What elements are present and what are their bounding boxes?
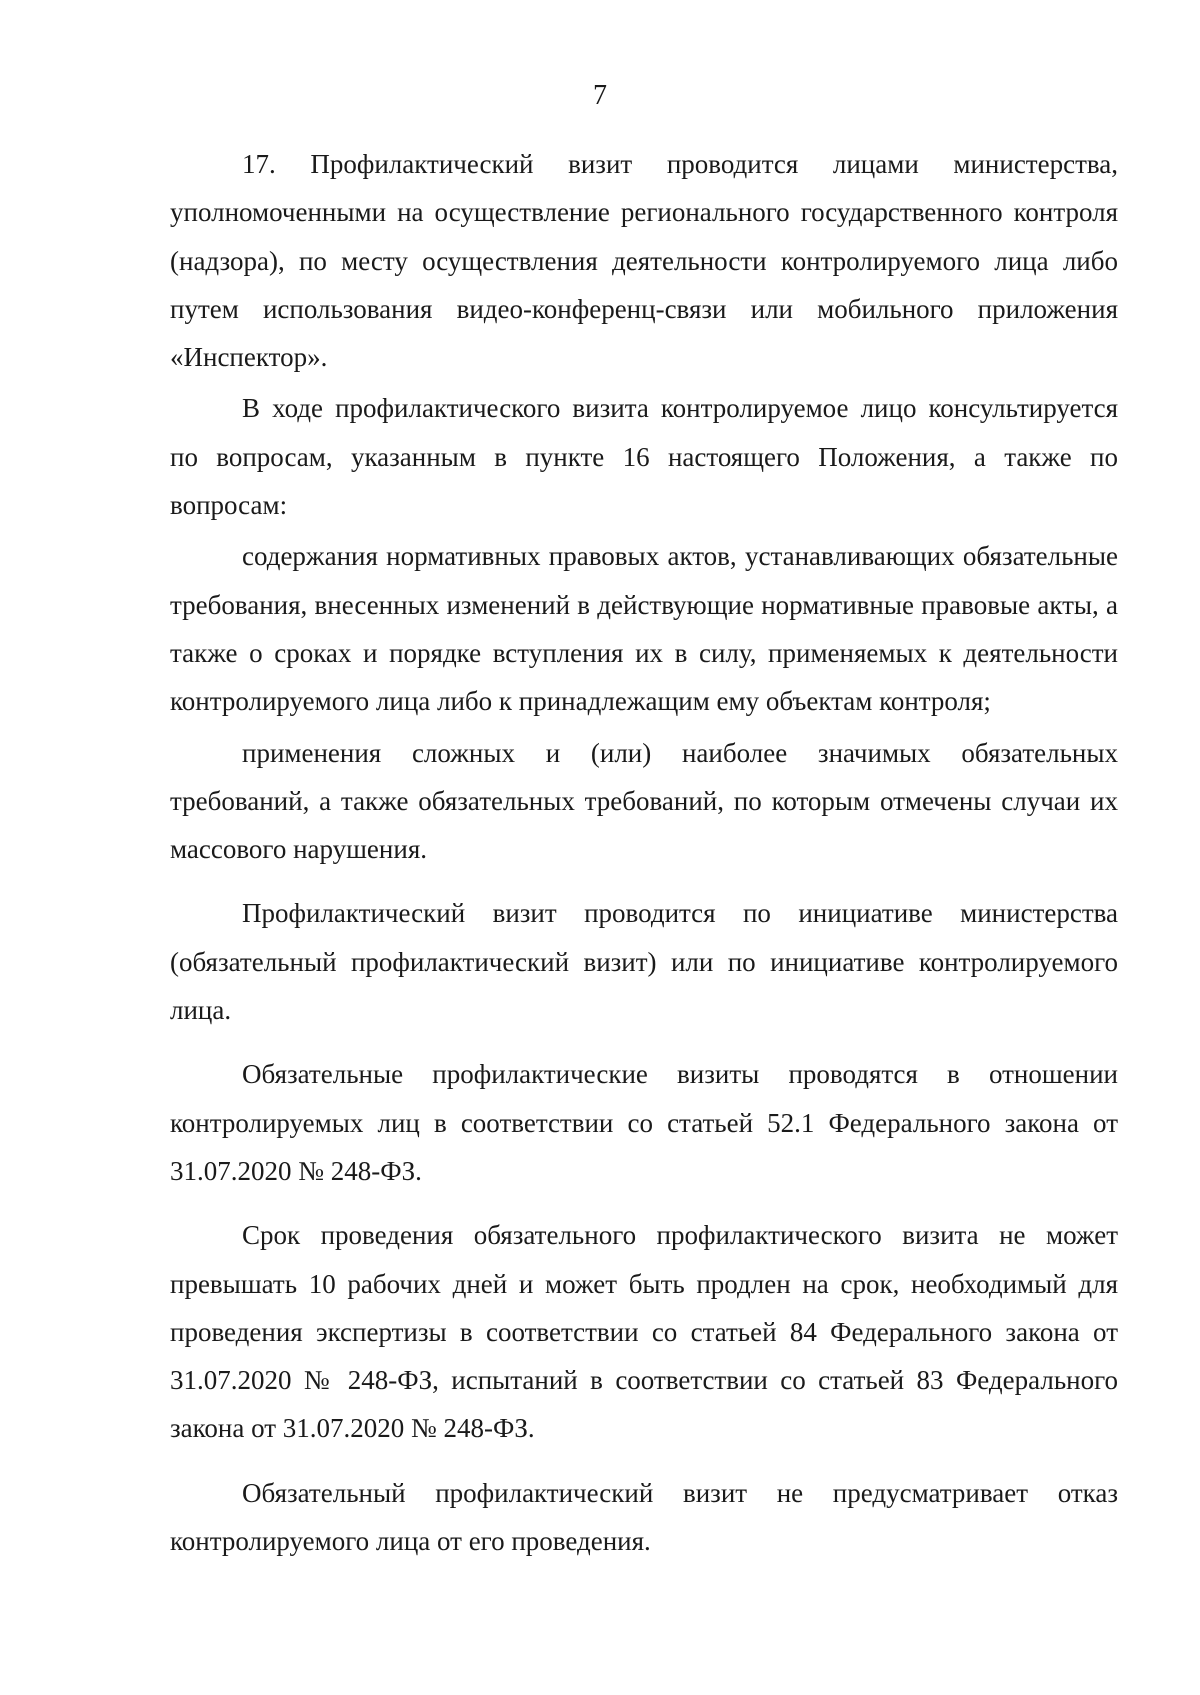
paragraph-visit-consultation: В ходе профилактического визита контролируемое лицо консультируется по вопросам, указанным в пункте 16 настоящего Положения, а также по вопросам: (170, 393, 1118, 521)
paragraph-item-17: 17. Профилактический визит проводится лицами министерства, уполномоченными на осуществление регионального государственного контроля (надзора), по месту осуществления деятельности контролируемого лица либо путем использования видео-конференц-связи или мобильного приложения «Инспектор». (170, 149, 1118, 373)
page-number: 7 (593, 80, 607, 111)
document-body (170, 140, 1118, 1568)
paragraph-visit-duration: Срок проведения обязательного профилактического визита не может превышать 10 рабочих дней и может быть продлен на срок, необходимый для проведения экспертизы в соответствии со статьей 84 Федерального закона от 31.07.2020 № 248-ФЗ, испытаний в соответствии со статьей 83 Федерального закона от 31.07.2020 № 248-ФЗ. (170, 1220, 1118, 1444)
paragraph-no-refusal: Обязательный профилактический визит не предусматривает отказ контролируемого лица от его проведения. (170, 1477, 1118, 1557)
paragraph-mandatory-visits: Обязательные профилактические визиты проводятся в отношении контролируемых лиц в соответствии со статьей 52.1 Федерального закона от 31.07.2020 № 248-ФЗ. (170, 1059, 1118, 1186)
paragraph-complex-requirements: применения сложных и (или) наиболее значимых обязательных требований, а также обязательных требований, по которым отмечены случаи их массового нарушения. (170, 737, 1118, 865)
paragraph-visit-initiative: Профилактический визит проводится по инициативе министерства (обязательный профилактический визит) или по инициативе контролируемого лица. (170, 898, 1118, 1026)
paragraph-normative-acts: содержания нормативных правовых актов, устанавливающих обязательные требования, внесенных изменений в действующие нормативные правовые акты, а также о сроках и порядке вступления их в силу, применяемых к деятельности контролируемого лица либо к принадлежащим ему объектам контроля; (170, 541, 1118, 717)
